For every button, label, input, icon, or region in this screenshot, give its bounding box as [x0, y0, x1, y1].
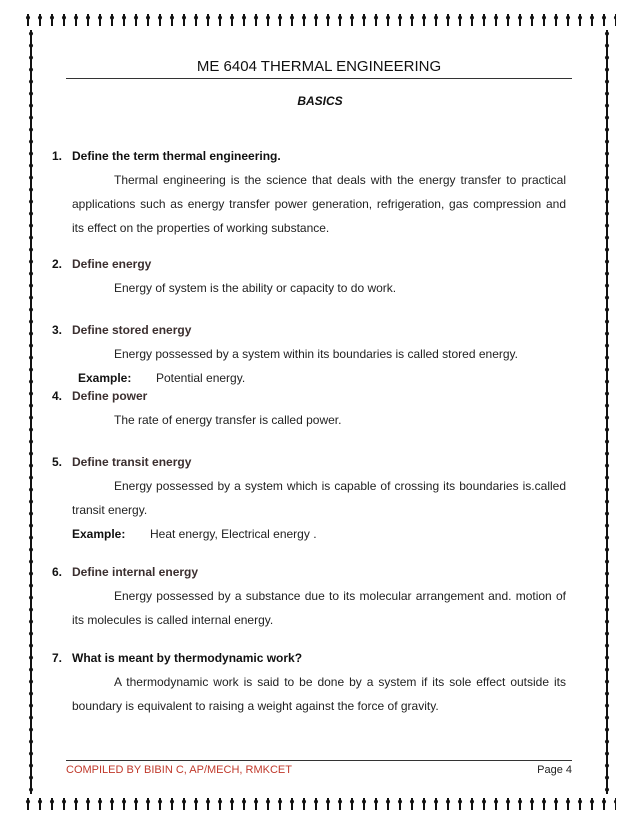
- question-text: Define the term thermal engineering.: [72, 149, 281, 163]
- page-footer: [66, 760, 572, 776]
- page-header: [66, 58, 572, 79]
- question-item: [52, 318, 566, 390]
- question-heading: [52, 450, 566, 474]
- question-item: [52, 252, 566, 300]
- question-item: [52, 450, 566, 546]
- pushpin-border-left: [26, 30, 36, 794]
- pushpin-border-bottom: [22, 798, 616, 810]
- question-number: 5.: [52, 455, 63, 469]
- example-text: Heat energy, Electrical energy .: [150, 527, 317, 541]
- answer-paragraph: [72, 670, 566, 718]
- question-heading: [52, 560, 566, 584]
- question-item: [52, 646, 566, 718]
- question-text: Define power: [72, 389, 148, 403]
- answer-text: The rate of energy transfer is called power.: [114, 413, 342, 427]
- question-item: [52, 144, 566, 240]
- answer-paragraph: [72, 342, 566, 366]
- question-number: 6.: [52, 565, 63, 579]
- answer-paragraph: [72, 168, 566, 240]
- answer-text: Energy possessed by a system within its boundaries is called stored energy.: [114, 347, 518, 361]
- question-item: [52, 384, 566, 432]
- answer-text: Energy possessed by a substance due to its molecular arrangement and. motion of its molecules is called internal energy.: [72, 589, 566, 627]
- question-text: Define stored energy: [72, 323, 192, 337]
- example-line: [72, 522, 566, 546]
- answer-text: A thermodynamic work is said to be done by a system if its sole effect outside its boundary is equivalent to raising a weight against the force of gravity.: [72, 675, 566, 713]
- answer-paragraph: [72, 408, 566, 432]
- page-number: Page 4: [537, 764, 572, 776]
- answer-paragraph: [72, 276, 566, 300]
- question-text: Define internal energy: [72, 565, 199, 579]
- example-label: Example:: [72, 527, 126, 541]
- answer-paragraph: [72, 474, 566, 522]
- answer-text: Energy of system is the ability or capacity to do work.: [114, 281, 397, 295]
- pushpin-border-top: [22, 14, 616, 26]
- question-heading: [52, 144, 566, 168]
- pushpin-border-right: [602, 30, 612, 794]
- question-text: Define energy: [72, 257, 152, 271]
- question-number: 7.: [52, 651, 63, 665]
- example-text: Potential energy.: [156, 371, 246, 385]
- question-heading: [52, 318, 566, 342]
- answer-paragraph: [72, 584, 566, 632]
- section-title: BASICS: [297, 94, 343, 108]
- question-item: [52, 560, 566, 632]
- question-text: What is meant by thermodynamic work?: [72, 651, 303, 665]
- answer-text: Energy possessed by a system which is capable of crossing its boundaries is.called transit energy.: [72, 479, 566, 517]
- question-number: 2.: [52, 257, 63, 271]
- question-heading: [52, 252, 566, 276]
- question-number: 4.: [52, 389, 63, 403]
- page-header-title: ME 6404 THERMAL ENGINEERING: [196, 58, 442, 75]
- question-heading: [52, 384, 566, 408]
- answer-text: Thermal engineering is the science that deals with the energy transfer to practical applications such as energy transfer power generation, refrigeration, gas compression and its effect on the properties of working substance.: [72, 173, 566, 235]
- footer-compiled-by: COMPILED BY BIBIN C, AP/MECH, RMKCET: [66, 764, 292, 776]
- question-number: 1.: [52, 149, 63, 163]
- question-heading: [52, 646, 566, 670]
- question-text: Define transit energy: [72, 455, 192, 469]
- question-number: 3.: [52, 323, 63, 337]
- example-label: Example:: [78, 371, 132, 385]
